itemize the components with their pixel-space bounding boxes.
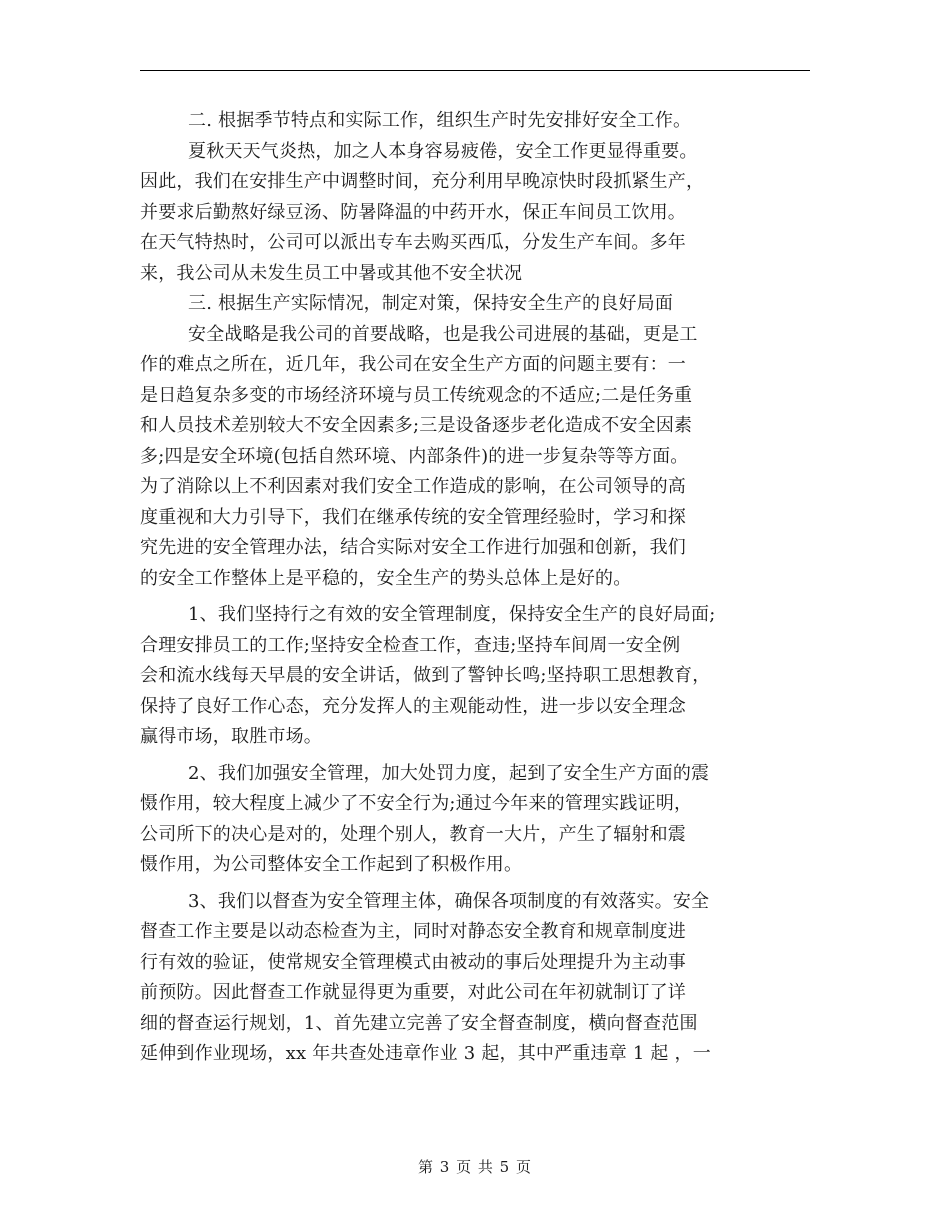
text-line: 夏秋天天气炎热，加之人本身容易疲倦，安全工作更显得重要。 xyxy=(188,140,698,162)
text-line: 三. 根据生产实际情况，制定对策，保持安全生产的良好局面 xyxy=(188,293,674,314)
text-line: 安全战略是我公司的首要战略，也是我公司进展的基础，更是工 xyxy=(188,323,698,345)
text-line: 3、我们以督查为安全管理主体，确保各项制度的有效落实。安全 xyxy=(188,890,710,912)
text-line: 究先进的安全管理办法，结合实际对安全工作进行加强和创新，我们 xyxy=(140,537,686,558)
text-line: 度重视和大力引导下，我们在继承传统的安全管理经验时，学习和探 xyxy=(140,506,686,528)
text-line: 慑作用，较大程度上减少了不安全行为;通过今年来的管理实践证明， xyxy=(140,793,693,814)
text-line: 公司所下的决心是对的，处理个别人，教育一大片，产生了辐射和震 xyxy=(140,823,686,845)
text-line: 保持了良好工作心态，充分发挥人的主观能动性，进一步以安全理念 xyxy=(140,695,686,717)
text-line: 是日趋复杂多变的市场经济环境与员工传统观念的不适应;二是任务重 xyxy=(140,384,693,406)
text-line: 在天气特热时，公司可以派出专车去购买西瓜，分发生产车间。多年 xyxy=(140,232,686,253)
text-line: 因此，我们在安排生产中调整时间，充分利用早晚凉快时段抓紧生产， xyxy=(140,171,705,192)
text-line: 行有效的验证，使常规安全管理模式由被动的事后处理提升为主动事 xyxy=(140,951,686,973)
text-line: 合理安排员工的工作;坚持安全检查工作，查违;坚持车间周一安全例 xyxy=(140,634,681,656)
text-line: 多;四是安全环境(包括自然环境、内部条件)的进一步复杂等等方面。 xyxy=(140,445,689,467)
text-line: 督查工作主要是以动态检查为主，同时对静态安全教育和规章制度进 xyxy=(140,921,686,942)
text-line: 的安全工作整体上是平稳的，安全生产的势头总体上是好的。 xyxy=(140,567,632,589)
text-line: 并要求后勤熬好绿豆汤、防暑降温的中药开水，保正车间员工饮用。 xyxy=(140,201,686,223)
document-body xyxy=(140,106,810,1070)
page-number: 第 3 页 共 5 页 xyxy=(418,1158,532,1176)
text-line: 会和流水线每天早晨的安全讲话，做到了警钟长鸣;坚持职工思想教育， xyxy=(140,665,711,686)
text-line: 慑作用，为公司整体安全工作起到了积极作用。 xyxy=(140,854,523,875)
text-line: 延伸到作业现场，xx 年共查处违章作业 3 起，其中严重违章 1 起 ，一 xyxy=(140,1043,711,1064)
text-line: 和人员技术差别较大不安全因素多;三是设备逐步老化造成不安全因素 xyxy=(140,415,693,436)
text-line: 前预防。因此督查工作就显得更为重要，对此公司在年初就制订了详 xyxy=(140,982,686,1003)
text-line: 来，我公司从未发生员工中暑或其他不安全状况 xyxy=(140,262,523,284)
text-line: 细的督查运行规划，1、首先建立完善了安全督查制度，横向督查范围 xyxy=(140,1012,698,1034)
text-line: 赢得市场，取胜市场。 xyxy=(140,726,322,747)
text-line: 二. 根据季节特点和实际工作，组织生产时先安排好安全工作。 xyxy=(188,110,692,131)
text-line: 1、我们坚持行之有效的安全管理制度，保持安全生产的良好局面; xyxy=(188,604,716,625)
text-line: 为了消除以上不利因素对我们安全工作造成的影响，在公司领导的高 xyxy=(140,476,686,497)
text-line: 2、我们加强安全管理，加大处罚力度，起到了安全生产方面的震 xyxy=(188,762,710,784)
header-rule xyxy=(140,70,810,71)
text-line: 作的难点之所在，近几年，我公司在安全生产方面的问题主要有：一 xyxy=(140,354,686,375)
